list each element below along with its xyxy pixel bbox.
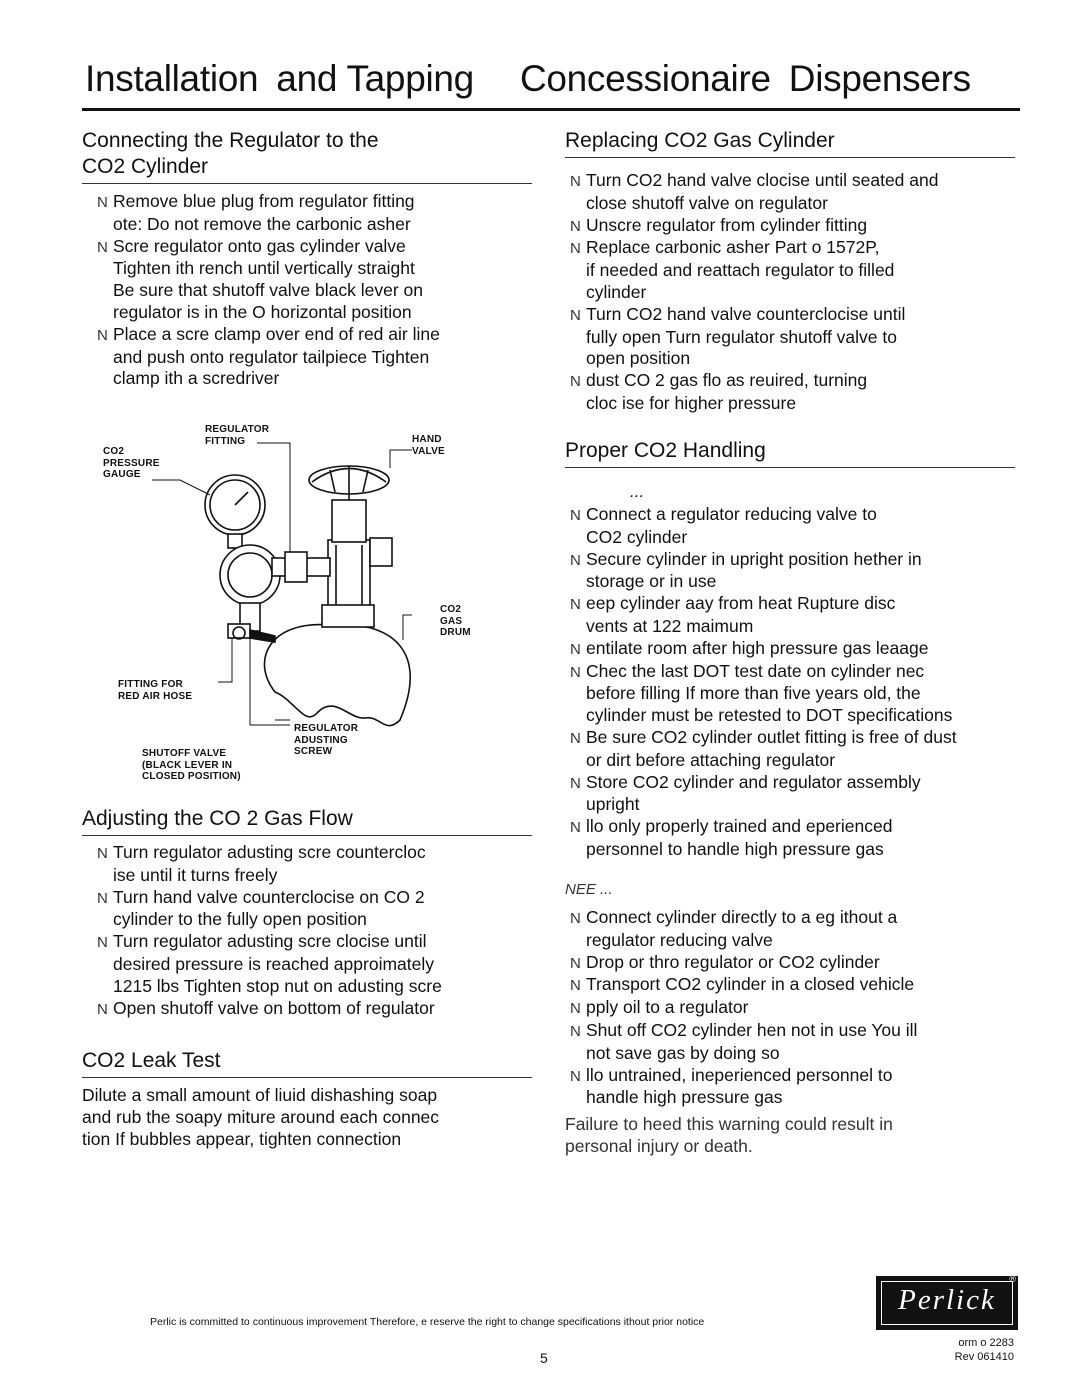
section-replacing xyxy=(565,128,1015,413)
replacing-text: cloc ise for higher pressure xyxy=(586,392,797,413)
connecting-line xyxy=(97,324,537,347)
never-text: Connect cylinder directly to a eg ithout a xyxy=(586,907,898,927)
adjusting-text: ise until it turns freely xyxy=(113,864,278,885)
title-word-installation: Installation xyxy=(85,58,259,99)
handling-text: llo only properly trained and eperienced xyxy=(586,816,893,837)
handling-line xyxy=(570,638,1020,661)
handling-line xyxy=(570,839,1020,861)
connecting-heading-line1: Connecting the Regulator to the xyxy=(82,129,379,152)
handling-text: eep cylinder aay from heat Rupture disc xyxy=(586,593,896,614)
leak-heading: CO2 Leak Test xyxy=(82,1049,221,1072)
adjusting-line xyxy=(97,909,537,931)
title-rule xyxy=(82,108,1020,111)
never-text: Shut off CO2 cylinder hen not in use You ill xyxy=(586,1019,918,1040)
page-number: 5 xyxy=(540,1350,548,1366)
replacing-line xyxy=(570,393,1015,415)
bullet-marker: N xyxy=(570,507,581,524)
adjusting-heading: Adjusting the CO 2 Gas Flow xyxy=(82,807,353,830)
title-word-concessionaire: Concessionaire xyxy=(519,58,771,99)
bullet-marker: N xyxy=(570,774,581,792)
adjusting-line xyxy=(97,998,537,1021)
never-line xyxy=(570,907,1020,930)
never-line xyxy=(570,1020,1020,1043)
handling-line xyxy=(570,527,1020,549)
label-co2-gas-drum: CO2 GAS DRUM xyxy=(440,604,471,638)
title-word-dispensers: Dispensers xyxy=(788,58,971,99)
handling-text: CO2 cylinder xyxy=(586,526,688,547)
handling-text: Secure cylinder in upright position hether in xyxy=(586,548,922,569)
handling-line xyxy=(570,705,1020,727)
bullet-marker: N xyxy=(570,1022,581,1040)
handling-line xyxy=(570,571,1020,593)
never-text: Transport CO2 cylinder in a closed vehicle xyxy=(586,974,915,995)
bullet-marker: N xyxy=(570,729,581,747)
bullet-marker: N xyxy=(97,238,108,256)
form-number: orm o 2283 Rev 061410 xyxy=(954,1337,1014,1363)
replacing-line xyxy=(570,370,1015,393)
connecting-heading-line2: CO2 Cylinder xyxy=(82,155,209,178)
section-connecting xyxy=(82,128,532,389)
replacing-line xyxy=(570,304,1015,327)
replacing-line xyxy=(570,327,1015,349)
handling-rule xyxy=(565,467,1015,468)
replacing-line xyxy=(570,348,1015,370)
replacing-line xyxy=(570,260,1015,282)
leak-rule xyxy=(82,1077,532,1078)
section-adjusting xyxy=(82,806,532,1018)
handling-text: Store CO2 cylinder and regulator assembly xyxy=(586,771,921,792)
replacing-text: open position xyxy=(586,348,691,369)
handling-text: Connect a regulator reducing valve to xyxy=(586,504,877,524)
never-line xyxy=(570,1065,1020,1088)
adjusting-rule xyxy=(82,835,532,836)
bullet-marker: N xyxy=(570,977,581,995)
never-text: pply oil to a regulator xyxy=(586,997,749,1018)
bullet-marker: N xyxy=(97,934,108,952)
bullet-marker: N xyxy=(570,910,581,927)
adjusting-text: cylinder to the fully open position xyxy=(113,909,367,930)
handling-always-label: ... xyxy=(630,482,645,501)
bullet-marker: N xyxy=(570,640,581,658)
connecting-text: Place a scre clamp over end of red air line xyxy=(113,323,440,344)
never-line xyxy=(570,930,1020,952)
handling-text: storage or in use xyxy=(586,571,717,592)
adjusting-line xyxy=(97,865,537,887)
adjusting-line xyxy=(97,887,537,910)
connecting-text: Be sure that shutoff valve black lever on xyxy=(113,280,423,301)
bullet-marker: N xyxy=(97,326,108,344)
never-text: Drop or thro regulator or CO2 cylinder xyxy=(586,951,880,972)
adjusting-text: desired pressure is reached approimately xyxy=(113,953,434,974)
handling-text: vents at 122 maimum xyxy=(586,615,754,636)
replacing-text: cylinder xyxy=(586,281,647,302)
handling-text: personnel to handle high pressure gas xyxy=(586,838,884,859)
never-text: llo untrained, ineperienced personnel to xyxy=(586,1064,893,1085)
adjusting-text: Open shutoff valve on bottom of regulator xyxy=(113,997,435,1018)
never-text: not save gas by doing so xyxy=(586,1042,780,1063)
replacing-text: Replace carbonic asher Part o 1572P, xyxy=(586,237,880,258)
perlick-logo: Perlick ® xyxy=(876,1276,1018,1330)
bullet-marker: N xyxy=(570,663,581,681)
adjusting-line xyxy=(97,976,537,998)
handling-line xyxy=(570,661,1020,684)
handling-line xyxy=(570,504,1020,527)
label-regulator-adjusting-screw: REGULATOR ADUSTING SCREW xyxy=(294,723,359,757)
adjusting-list xyxy=(97,842,537,1020)
handling-text: cylinder must be retested to DOT specifications xyxy=(586,705,953,726)
never-list xyxy=(570,907,1020,1109)
never-line xyxy=(570,1043,1020,1065)
bullet-marker: N xyxy=(570,1067,581,1085)
label-fitting-red-air-hose: FITTING FOR RED AIR HOSE xyxy=(118,679,193,702)
connecting-text: Scre regulator onto gas cylinder valve xyxy=(113,235,406,256)
label-shutoff-valve: SHUTOFF VALVE (BLACK LEVER IN CLOSED POSITION) xyxy=(142,748,241,782)
replacing-rule xyxy=(565,157,1015,158)
warning-text: Failure to heed this warning could result in personal injury or death. xyxy=(565,1114,893,1156)
bullet-marker: N xyxy=(570,173,581,190)
handling-text: entilate room after high pressure gas leaage xyxy=(586,637,929,658)
replacing-line xyxy=(570,193,1015,215)
replacing-line xyxy=(570,282,1015,304)
replacing-line xyxy=(570,170,1015,193)
handling-line xyxy=(570,794,1020,816)
handling-line xyxy=(570,593,1020,616)
handling-line xyxy=(570,616,1020,638)
connecting-list xyxy=(97,191,537,390)
handling-line xyxy=(570,816,1020,839)
bullet-marker: N xyxy=(570,1000,581,1018)
adjusting-text: Turn regulator adusting scre countercloc xyxy=(113,842,426,862)
bullet-marker: N xyxy=(97,889,108,907)
label-hand-valve: HAND VALVE xyxy=(412,434,445,457)
never-text: handle high pressure gas xyxy=(586,1087,783,1108)
connecting-line xyxy=(97,258,537,280)
replacing-text: Unscre regulator from cylinder fitting xyxy=(586,214,868,235)
connecting-line xyxy=(97,214,537,236)
adjusting-line xyxy=(97,842,537,865)
never-line xyxy=(570,952,1020,975)
bullet-marker: N xyxy=(570,954,581,972)
replacing-text: if needed and reattach regulator to filled xyxy=(586,260,895,281)
connecting-text: Remove blue plug from regulator fitting xyxy=(113,191,415,211)
handling-line xyxy=(570,683,1020,705)
bullet-marker: N xyxy=(570,551,581,569)
handling-text: before filling If more than five years old, the xyxy=(586,683,921,704)
handling-line xyxy=(570,727,1020,750)
never-text: regulator reducing valve xyxy=(586,929,773,950)
connecting-line xyxy=(97,302,537,324)
connecting-text: ote: Do not remove the carbonic asher xyxy=(113,213,411,234)
handling-text: Chec the last DOT test date on cylinder nec xyxy=(586,660,925,681)
adjusting-line xyxy=(97,954,537,976)
bullet-marker: N xyxy=(570,306,581,324)
connecting-line xyxy=(97,280,537,302)
replacing-text: close shutoff valve on regulator xyxy=(586,192,828,213)
connecting-rule xyxy=(82,183,532,184)
label-co2-pressure-gauge: CO2 PRESSURE GAUGE xyxy=(103,446,160,480)
replacing-heading: Replacing CO2 Gas Cylinder xyxy=(565,129,835,152)
never-line xyxy=(570,997,1020,1020)
section-leak-test xyxy=(82,1048,532,1150)
handling-text: upright xyxy=(586,794,640,815)
replacing-list xyxy=(570,170,1015,415)
replacing-text: dust CO 2 gas flo as reuired, turning xyxy=(586,370,868,391)
never-line xyxy=(570,1087,1020,1109)
bullet-marker: N xyxy=(570,819,581,837)
replacing-text: fully open Turn regulator shutoff valve to xyxy=(586,326,897,347)
connecting-line xyxy=(97,368,537,390)
connecting-text: Tighten ith rench until vertically straight xyxy=(113,258,415,279)
title-word-tapping: and Tapping xyxy=(276,58,474,99)
connecting-line xyxy=(97,347,537,369)
connecting-line xyxy=(97,191,537,214)
replacing-line xyxy=(570,237,1015,260)
connecting-text: clamp ith a scredriver xyxy=(113,368,280,389)
label-regulator-fitting: REGULATOR FITTING xyxy=(205,424,270,447)
adjusting-line xyxy=(97,931,537,954)
connecting-text: and push onto regulator tailpiece Tighten xyxy=(113,346,430,367)
logo-text: Perlick xyxy=(898,1284,996,1316)
handling-list xyxy=(570,504,1020,861)
adjusting-text: 1215 lbs Tighten stop nut on adusting scre xyxy=(113,975,442,996)
leak-text: Dilute a small amount of liuid dishashing soap and rub the soapy miture around each connec tion If bubbles appear, tighten connection xyxy=(82,1085,440,1149)
bullet-marker: N xyxy=(97,194,108,211)
section-handling xyxy=(565,438,1015,1156)
page-title xyxy=(85,58,989,100)
replacing-line xyxy=(570,215,1015,238)
footer-disclaimer: Perlic is committed to continuous improvement Therefore, e reserve the right to change specifications ithout prior notice xyxy=(150,1316,705,1328)
handling-line xyxy=(570,772,1020,795)
adjusting-text: Turn regulator adusting scre clocise until xyxy=(113,931,427,952)
bullet-marker: N xyxy=(97,845,108,862)
regulator-diagram xyxy=(100,420,500,790)
handling-heading: Proper CO2 Handling xyxy=(565,439,766,462)
bullet-marker: N xyxy=(570,373,581,391)
handling-line xyxy=(570,549,1020,572)
bullet-marker: N xyxy=(570,596,581,614)
connecting-text: regulator is in the O horizontal position xyxy=(113,301,412,322)
replacing-text: Turn CO2 hand valve clocise until seated and xyxy=(586,170,939,190)
connecting-line xyxy=(97,236,537,259)
bullet-marker: N xyxy=(570,240,581,258)
adjusting-text: Turn hand valve counterclocise on CO 2 xyxy=(113,886,425,907)
replacing-text: Turn CO2 hand valve counterclocise until xyxy=(586,303,906,324)
bullet-marker: N xyxy=(570,217,581,235)
handling-line xyxy=(570,750,1020,772)
never-line xyxy=(570,974,1020,997)
handling-never-label: NEE ... xyxy=(565,881,613,898)
bullet-marker: N xyxy=(97,1000,108,1018)
handling-text: or dirt before attaching regulator xyxy=(586,749,836,770)
handling-text: Be sure CO2 cylinder outlet fitting is free of dust xyxy=(586,726,957,747)
